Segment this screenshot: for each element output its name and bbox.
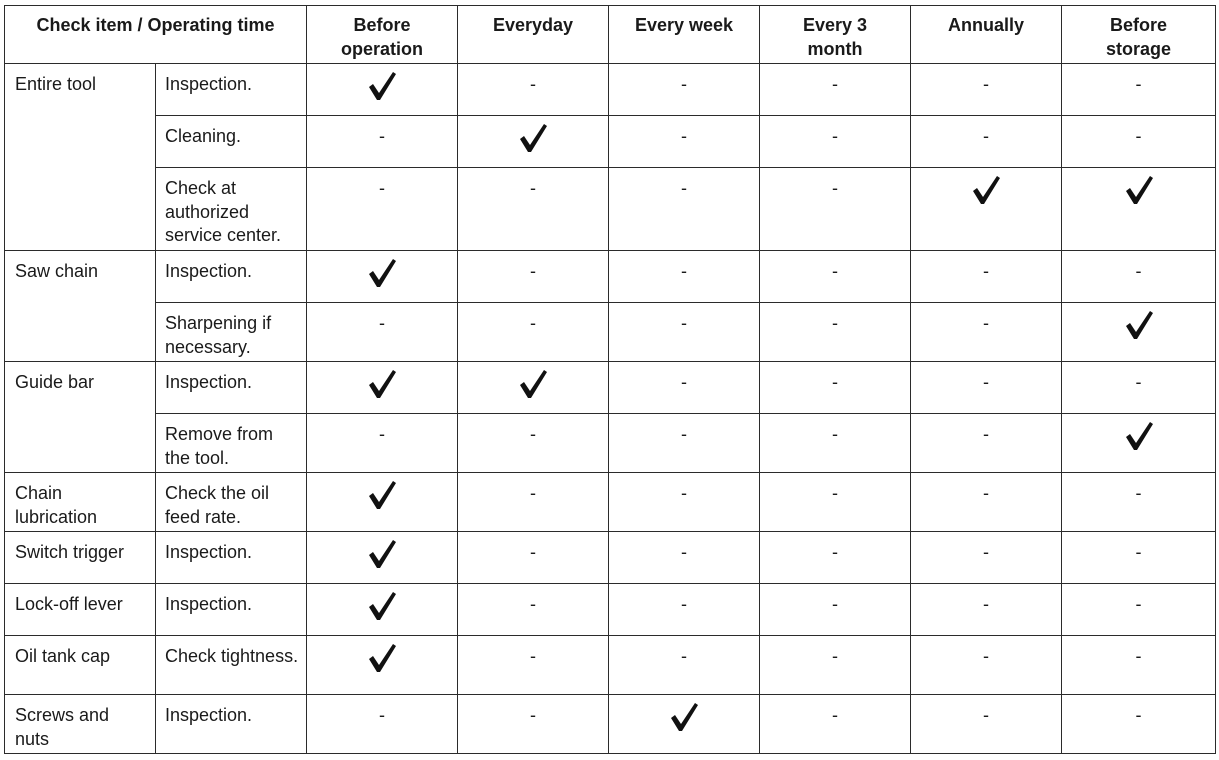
check-cell <box>307 473 458 532</box>
check-mark-icon <box>518 123 548 153</box>
table-row <box>5 116 1216 168</box>
dash-cell <box>1062 116 1216 168</box>
check-cell <box>307 636 458 695</box>
dash-cell <box>760 251 911 303</box>
check-cell <box>307 64 458 116</box>
dash-cell <box>911 473 1062 532</box>
dash-mark: - <box>530 594 536 614</box>
table-row <box>5 473 1216 532</box>
dash-mark: - <box>1135 74 1142 94</box>
dash-mark: - <box>832 705 838 725</box>
dash-cell <box>911 64 1062 116</box>
row-check-item: Screws and nuts <box>5 695 156 754</box>
row-task: Inspection. <box>156 532 307 584</box>
dash-cell <box>911 414 1062 473</box>
table-row <box>5 168 1216 251</box>
dash-cell <box>307 695 458 754</box>
row-task: Check at authorized service center. <box>156 168 307 251</box>
dash-mark: - <box>983 646 989 666</box>
dash-mark: - <box>983 594 989 614</box>
dash-cell <box>1062 584 1216 636</box>
dash-cell <box>1062 636 1216 695</box>
dash-cell <box>458 532 609 584</box>
dash-mark: - <box>681 594 687 614</box>
dash-cell <box>458 168 609 251</box>
dash-cell <box>760 473 911 532</box>
dash-mark: - <box>530 542 536 562</box>
dash-mark: - <box>681 178 687 198</box>
dash-mark: - <box>530 74 536 94</box>
dash-mark: - <box>1135 705 1142 725</box>
dash-mark: - <box>983 126 989 146</box>
check-mark-icon <box>1124 310 1154 340</box>
row-task: Inspection. <box>156 695 307 754</box>
dash-mark: - <box>681 424 687 444</box>
dash-cell <box>911 695 1062 754</box>
table-row <box>5 64 1216 116</box>
row-check-item: Lock-off lever <box>5 584 156 636</box>
dash-mark: - <box>379 178 385 198</box>
dash-cell <box>609 532 760 584</box>
dash-cell <box>458 584 609 636</box>
row-task: Inspection. <box>156 251 307 303</box>
check-cell <box>1062 414 1216 473</box>
dash-cell <box>760 303 911 362</box>
dash-mark: - <box>983 705 989 725</box>
dash-mark: - <box>832 594 838 614</box>
check-mark-icon <box>367 480 397 510</box>
row-task: Inspection. <box>156 362 307 414</box>
dash-cell <box>760 64 911 116</box>
dash-cell <box>307 303 458 362</box>
dash-cell <box>911 116 1062 168</box>
dash-mark: - <box>832 178 838 198</box>
dash-cell <box>1062 251 1216 303</box>
check-cell <box>307 532 458 584</box>
dash-cell <box>609 168 760 251</box>
dash-cell <box>911 636 1062 695</box>
dash-mark: - <box>983 261 989 281</box>
dash-cell <box>609 414 760 473</box>
table-row <box>5 414 1216 473</box>
dash-cell <box>609 251 760 303</box>
dash-mark: - <box>530 646 536 666</box>
dash-mark: - <box>681 646 687 666</box>
dash-mark: - <box>530 705 536 725</box>
table-row <box>5 532 1216 584</box>
dash-cell <box>760 362 911 414</box>
dash-mark: - <box>681 372 687 392</box>
header-before-operation: Before operation <box>307 6 458 64</box>
dash-mark: - <box>983 372 989 392</box>
dash-mark: - <box>832 424 838 444</box>
row-check-item: Saw chain <box>5 251 156 362</box>
dash-cell <box>458 636 609 695</box>
dash-mark: - <box>983 542 989 562</box>
header-everyday: Everyday <box>458 6 609 64</box>
check-mark-icon <box>367 71 397 101</box>
dash-cell <box>458 473 609 532</box>
dash-mark: - <box>983 74 989 94</box>
dash-cell <box>307 414 458 473</box>
dash-mark: - <box>1135 261 1142 281</box>
dash-mark: - <box>530 483 536 503</box>
dash-cell <box>1062 64 1216 116</box>
check-cell <box>911 168 1062 251</box>
dash-mark: - <box>681 313 687 333</box>
dash-cell <box>609 362 760 414</box>
dash-cell <box>609 303 760 362</box>
dash-mark: - <box>832 126 838 146</box>
dash-mark: - <box>530 313 536 333</box>
row-task: Remove from the tool. <box>156 414 307 473</box>
dash-mark: - <box>832 542 838 562</box>
row-check-item: Switch trigger <box>5 532 156 584</box>
header-before-storage: Before storage <box>1062 6 1216 64</box>
check-cell <box>1062 303 1216 362</box>
check-mark-icon <box>669 702 699 732</box>
row-check-item: Entire tool <box>5 64 156 251</box>
dash-mark: - <box>832 74 838 94</box>
dash-cell <box>911 303 1062 362</box>
dash-cell <box>1062 473 1216 532</box>
dash-mark: - <box>1135 646 1142 666</box>
dash-mark: - <box>1135 372 1142 392</box>
check-cell <box>307 251 458 303</box>
header-annually: Annually <box>911 6 1062 64</box>
dash-mark: - <box>832 261 838 281</box>
dash-mark: - <box>1135 483 1142 503</box>
check-mark-icon <box>1124 175 1154 205</box>
dash-cell <box>307 168 458 251</box>
table-row <box>5 303 1216 362</box>
dash-cell <box>760 695 911 754</box>
check-cell <box>458 362 609 414</box>
dash-mark: - <box>681 261 687 281</box>
dash-mark: - <box>530 178 536 198</box>
header-every-week: Every week <box>609 6 760 64</box>
dash-cell <box>760 636 911 695</box>
dash-cell <box>307 116 458 168</box>
check-mark-icon <box>367 539 397 569</box>
table-body <box>5 64 1216 754</box>
check-mark-icon <box>367 258 397 288</box>
check-cell <box>458 116 609 168</box>
table-row <box>5 584 1216 636</box>
row-check-item: Guide bar <box>5 362 156 473</box>
dash-cell <box>609 636 760 695</box>
row-check-item: Oil tank cap <box>5 636 156 695</box>
dash-mark: - <box>681 74 687 94</box>
dash-cell <box>911 584 1062 636</box>
check-mark-icon <box>367 369 397 399</box>
dash-cell <box>911 362 1062 414</box>
dash-mark: - <box>832 313 838 333</box>
check-mark-icon <box>367 591 397 621</box>
check-mark-icon <box>971 175 1001 205</box>
dash-cell <box>1062 532 1216 584</box>
check-mark-icon <box>1124 421 1154 451</box>
dash-cell <box>760 584 911 636</box>
check-cell <box>609 695 760 754</box>
dash-cell <box>609 584 760 636</box>
dash-mark: - <box>983 483 989 503</box>
dash-cell <box>911 532 1062 584</box>
dash-cell <box>911 251 1062 303</box>
dash-mark: - <box>681 542 687 562</box>
row-task: Cleaning. <box>156 116 307 168</box>
dash-cell <box>1062 695 1216 754</box>
dash-cell <box>609 473 760 532</box>
row-task: Check tightness. <box>156 636 307 695</box>
header-row <box>5 6 1216 64</box>
row-task: Check the oil feed rate. <box>156 473 307 532</box>
dash-cell <box>458 64 609 116</box>
dash-mark: - <box>983 313 989 333</box>
row-task: Inspection. <box>156 584 307 636</box>
check-cell <box>1062 168 1216 251</box>
dash-mark: - <box>530 424 536 444</box>
table-row <box>5 636 1216 695</box>
dash-cell <box>458 303 609 362</box>
check-mark-icon <box>367 643 397 673</box>
header-check-item: Check item / Operating time <box>5 6 307 64</box>
dash-mark: - <box>530 261 536 281</box>
dash-cell <box>458 695 609 754</box>
dash-cell <box>760 414 911 473</box>
dash-cell <box>609 116 760 168</box>
dash-mark: - <box>379 126 385 146</box>
table-row <box>5 251 1216 303</box>
dash-cell <box>458 251 609 303</box>
dash-mark: - <box>681 483 687 503</box>
dash-cell <box>1062 362 1216 414</box>
dash-mark: - <box>983 424 989 444</box>
header-every-3-month: Every 3 month <box>760 6 911 64</box>
row-task: Inspection. <box>156 64 307 116</box>
check-mark-icon <box>518 369 548 399</box>
dash-mark: - <box>1135 126 1142 146</box>
dash-cell <box>458 414 609 473</box>
row-task: Sharpening if necessary. <box>156 303 307 362</box>
row-check-item: Chain lubrication <box>5 473 156 532</box>
table-row <box>5 695 1216 754</box>
check-cell <box>307 584 458 636</box>
table-row <box>5 362 1216 414</box>
dash-cell <box>760 168 911 251</box>
check-cell <box>307 362 458 414</box>
dash-mark: - <box>832 483 838 503</box>
maintenance-schedule-table <box>4 5 1216 754</box>
dash-cell <box>609 64 760 116</box>
dash-mark: - <box>832 646 838 666</box>
dash-mark: - <box>681 126 687 146</box>
dash-cell <box>760 532 911 584</box>
dash-mark: - <box>379 424 385 444</box>
dash-mark: - <box>832 372 838 392</box>
dash-cell <box>760 116 911 168</box>
dash-mark: - <box>379 313 385 333</box>
dash-mark: - <box>379 705 385 725</box>
dash-mark: - <box>1135 542 1142 562</box>
dash-mark: - <box>1135 594 1142 614</box>
